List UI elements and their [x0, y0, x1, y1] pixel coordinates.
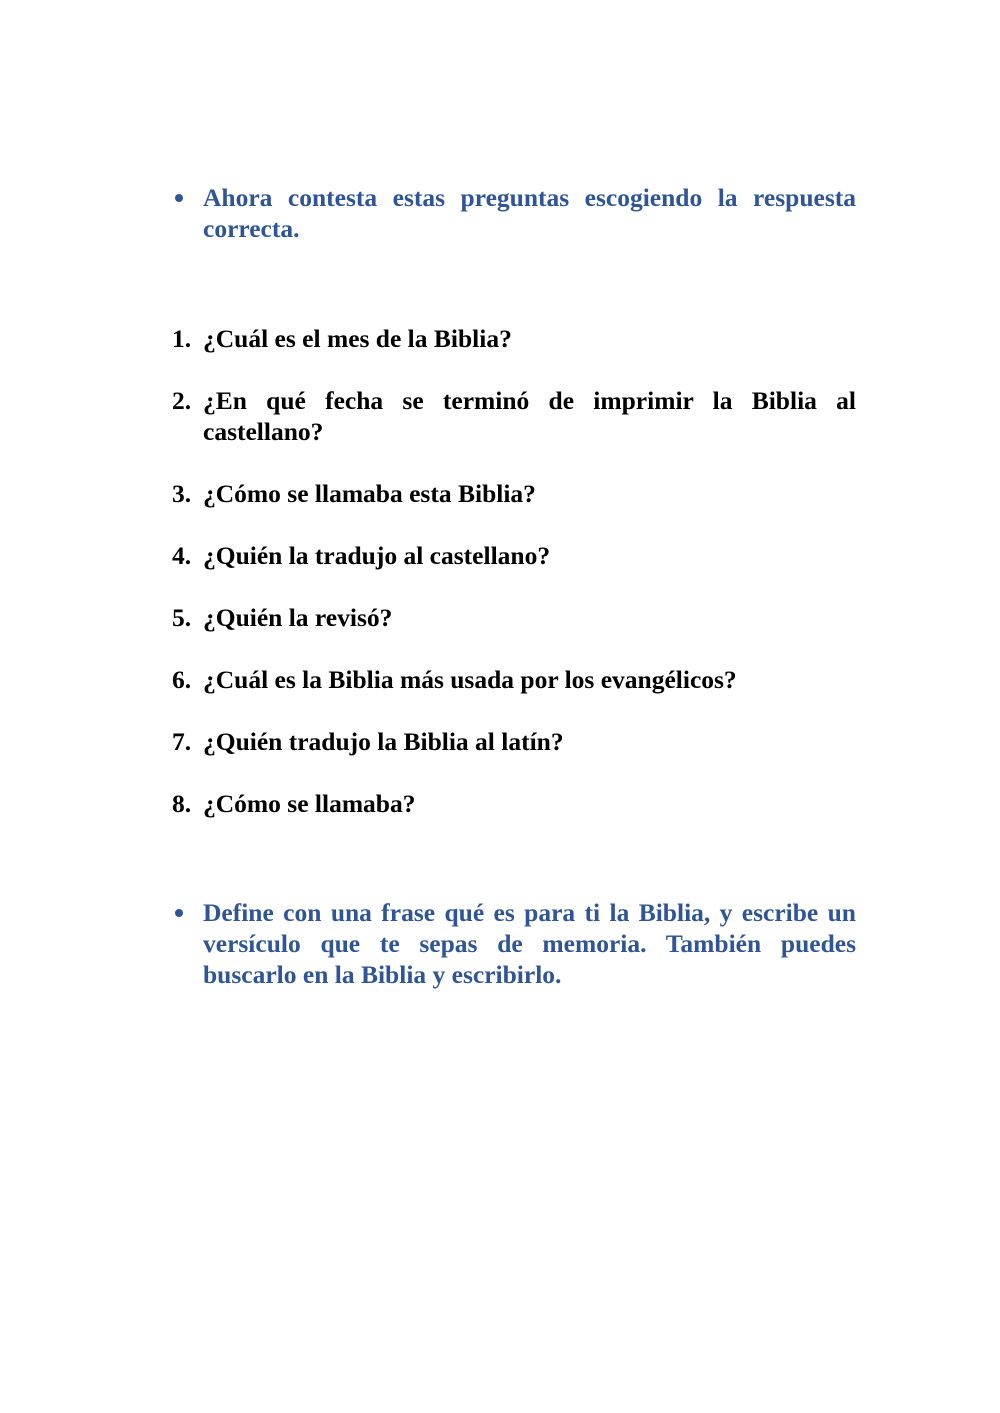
question-number: 5.	[172, 603, 192, 632]
worksheet-content	[172, 182, 856, 990]
instruction-text: Define con una frase qué es para ti la Biblia, y escribe un versículo que te sepas de memoria. También puedes buscarlo en la Biblia y escribirlo.	[203, 898, 856, 989]
question-number: 3.	[172, 479, 192, 508]
question-text: ¿Quién tradujo la Biblia al latín?	[203, 727, 564, 756]
question-text: ¿Quién la revisó?	[203, 603, 393, 632]
bullet-icon	[175, 194, 183, 202]
question-item	[172, 385, 856, 447]
question-number: 8.	[172, 789, 192, 818]
question-item	[172, 323, 856, 354]
instruction-define-bible	[172, 897, 856, 990]
question-list	[172, 323, 856, 819]
question-item	[172, 788, 856, 819]
question-item	[172, 478, 856, 509]
question-text: ¿Cómo se llamaba?	[203, 789, 416, 818]
question-item	[172, 540, 856, 571]
question-text: ¿Cuál es la Biblia más usada por los evangélicos?	[203, 665, 737, 694]
instruction-text: Ahora contesta estas preguntas escogiendo la respuesta correcta.	[203, 183, 856, 243]
question-number: 1.	[172, 324, 192, 353]
question-number: 6.	[172, 665, 192, 694]
question-item	[172, 664, 856, 695]
bullet-icon	[175, 909, 183, 917]
question-number: 7.	[172, 727, 192, 756]
instruction-answer-questions	[172, 182, 856, 244]
question-text: ¿Cuál es el mes de la Biblia?	[203, 324, 512, 353]
question-number: 4.	[172, 541, 192, 570]
question-text: ¿Quién la tradujo al castellano?	[203, 541, 551, 570]
question-item	[172, 602, 856, 633]
question-text: ¿Cómo se llamaba esta Biblia?	[203, 479, 536, 508]
question-number: 2.	[172, 386, 192, 415]
question-item	[172, 726, 856, 757]
question-text: ¿En qué fecha se terminó de imprimir la Biblia al castellano?	[203, 386, 856, 446]
